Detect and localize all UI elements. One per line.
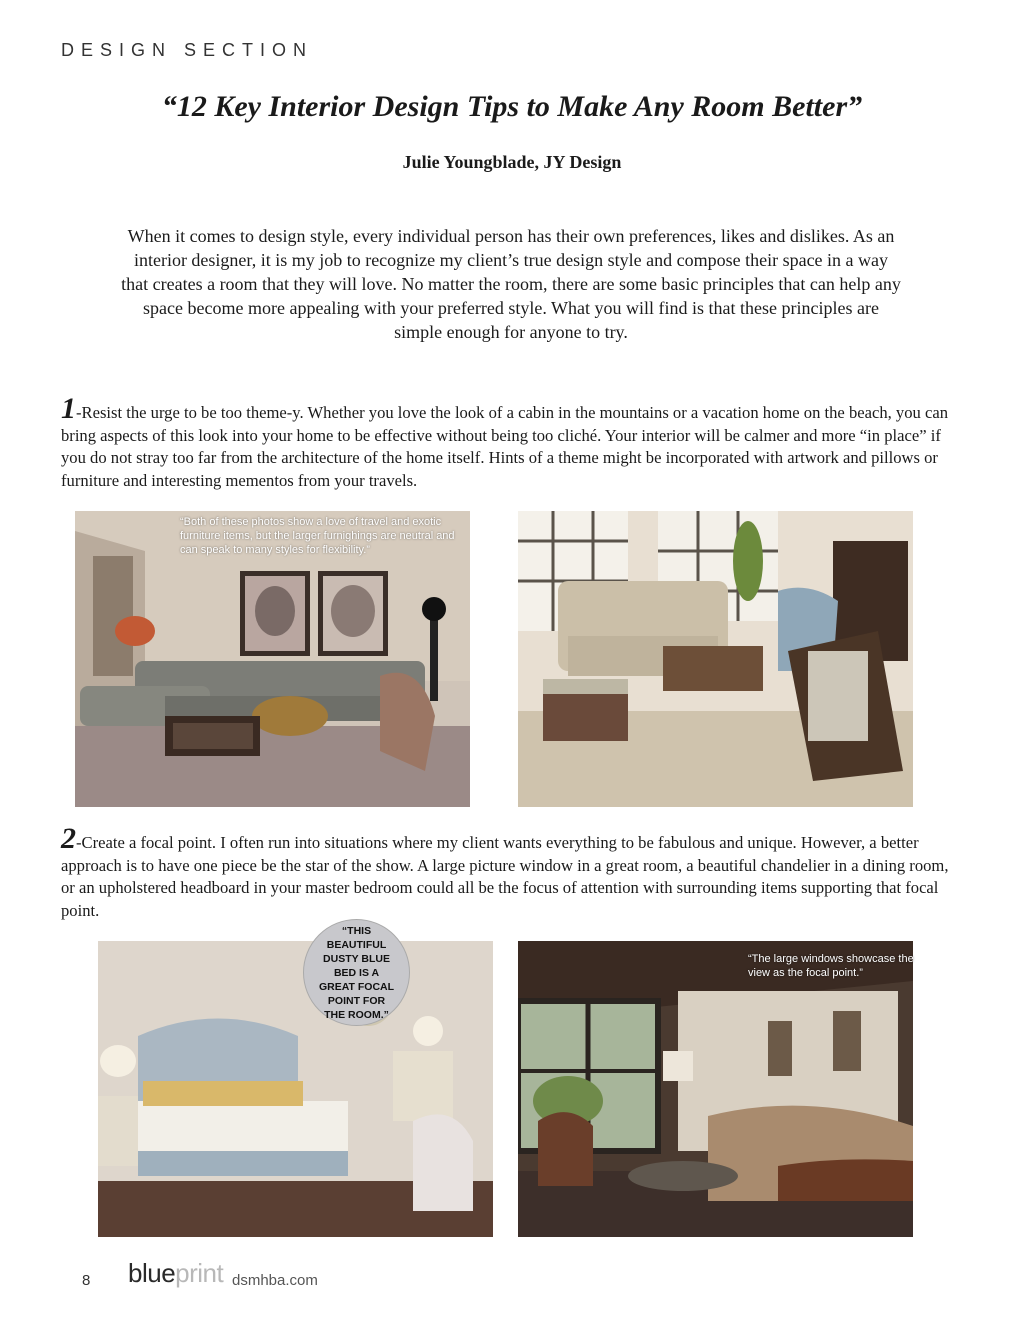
tip-2 xyxy=(61,822,956,922)
article-title: “12 Key Interior Design Tips to Make Any Room Better” xyxy=(161,90,863,123)
tip-1 xyxy=(61,392,956,492)
logo-part: print xyxy=(175,1258,224,1288)
tip-number: 1 xyxy=(61,392,76,425)
photo-caption: “The large windows showcase the view as the focal point.” xyxy=(748,953,914,979)
tip-number: 2 xyxy=(61,822,76,855)
great-room-photo-windows xyxy=(518,941,913,1237)
website-url[interactable]: dsmhba.com xyxy=(232,1272,318,1289)
photo-illustration xyxy=(518,511,913,807)
focal-point-bubble xyxy=(303,919,410,1026)
photo-caption: “Both of these photos show a love of travel and exotic furniture items, but the larger furnighings are neutral and can speak to many styles for flexibility.” xyxy=(180,516,455,556)
bubble-text: “THIS BEAUTIFUL DUSTY BLUE BED IS A GREAT FOCAL POINT FOR THE ROOM.” xyxy=(318,924,395,1021)
tip-text: -Resist the urge to be too theme-y. Whether you love the look of a cabin in the mountains or a vacation home on the beach, you can bring aspects of this look into your home to be effective without being too cliché. Your interior will be calmer and more “in place” if you do not stray too far from the architecture of the home itself. Hints of a theme might be incorporated with artwork and pillows or furniture and interesting mementos from your travels. xyxy=(61,403,948,490)
blueprint-logo xyxy=(128,1258,223,1289)
page-number: 8 xyxy=(82,1272,91,1289)
tip-text: -Create a focal point. I often run into situations where my client wants everything to be fabulous and unique. However, a better approach is to have one piece be the star of the show. A large picture window in a great room, a beautiful chandelier in a dining room, or an upholstered headboard in your master bedroom could all be the focus of attention with surrounding items supporting that focal point. xyxy=(61,833,949,920)
logo-part: blue xyxy=(128,1258,176,1288)
bedroom-photo-blue-bed xyxy=(98,941,493,1237)
intro-paragraph: When it comes to design style, every individual person has their own preferences, likes and dislikes. As an interior designer, it is my job to recognize my client’s true design style and compose their space in a way that creates a room that they will love. No matter the room, there are some basic principles that can help any space become more appealing with your preferred style. What you will find is that these principles are simple enough for anyone to try. xyxy=(121,226,901,342)
section-label: DESIGN SECTION xyxy=(61,40,314,60)
living-room-photo-neutral xyxy=(518,511,913,807)
author-byline: Julie Youngblade, JY Design xyxy=(402,152,622,172)
photo-illustration xyxy=(518,941,913,1237)
photo-illustration xyxy=(98,941,493,1237)
